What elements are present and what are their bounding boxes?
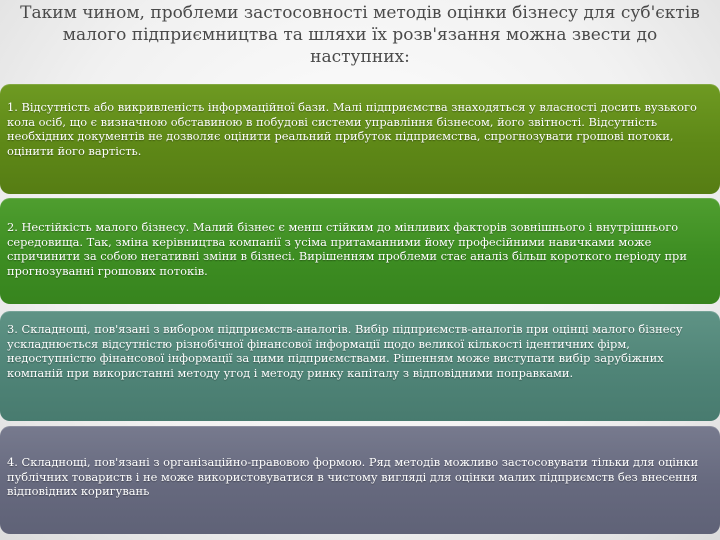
problem-box-instability <box>0 198 720 304</box>
title-line-2: малого підприємництва та шляхи їх розв'язання можна звести до <box>62 25 658 45</box>
problem-text-2: 2. Нестійкість малого бізнесу. Малий бізнес є менш стійким до мінливих факторів зовнішнього і внутрішнього середовища. Так, зміна керівництва компанії з усіма притаманними йому професійними навичками може спричинити за собою негативні зміни в бізнесі. Вирішенням проблеми стає аналіз більш короткого періоду при прогнозуванні грошових потоків. <box>7 220 687 278</box>
problem-text-4: 4. Складнощі, пов'язані з організаційно-правовою формою. Ряд методів можливо застосовувати тільки для оцінки публічних товариств і не може використовуватися в чистому вигляді для оцінки малих підприємств без внесення відповідних коригувань <box>7 455 699 498</box>
problem-text-3: 3. Складнощі, пов'язані з вибором підприємств-аналогів. Вибір підприємств-аналогів при оцінці малого бізнесу ускладнюється відсутністю різнобічної фінансової інформації щодо великої кількості ідентичних фірм, недоступністю фінансової інформації за цими підприємствами. Рішенням може виступати вибір зарубіжних компаній при використанні методу угод і методу ринку капіталу з відповідними поправками. <box>7 322 683 380</box>
problem-box-analog-selection <box>0 311 720 421</box>
title-line-3: наступних: <box>310 47 410 67</box>
problem-box-information-base <box>0 84 720 194</box>
title-line-1: Таким чином, проблеми застосовності методів оцінки бізнесу для суб'єктів <box>20 3 700 23</box>
problem-box-legal-form <box>0 426 720 534</box>
slide-title <box>0 2 720 68</box>
problem-text-1: 1. Відсутність або викривленість інформаційної бази. Малі підприємства знаходяться у власності досить вузького кола осіб, що є визначною обставиною в побудові системи управління бізнесом, його звітності. Відсутність необхідних документів не дозволяє оцінити реальний прибуток підприємства, спрогнозувати грошові потоки, оцінити його вартість. <box>7 100 697 158</box>
